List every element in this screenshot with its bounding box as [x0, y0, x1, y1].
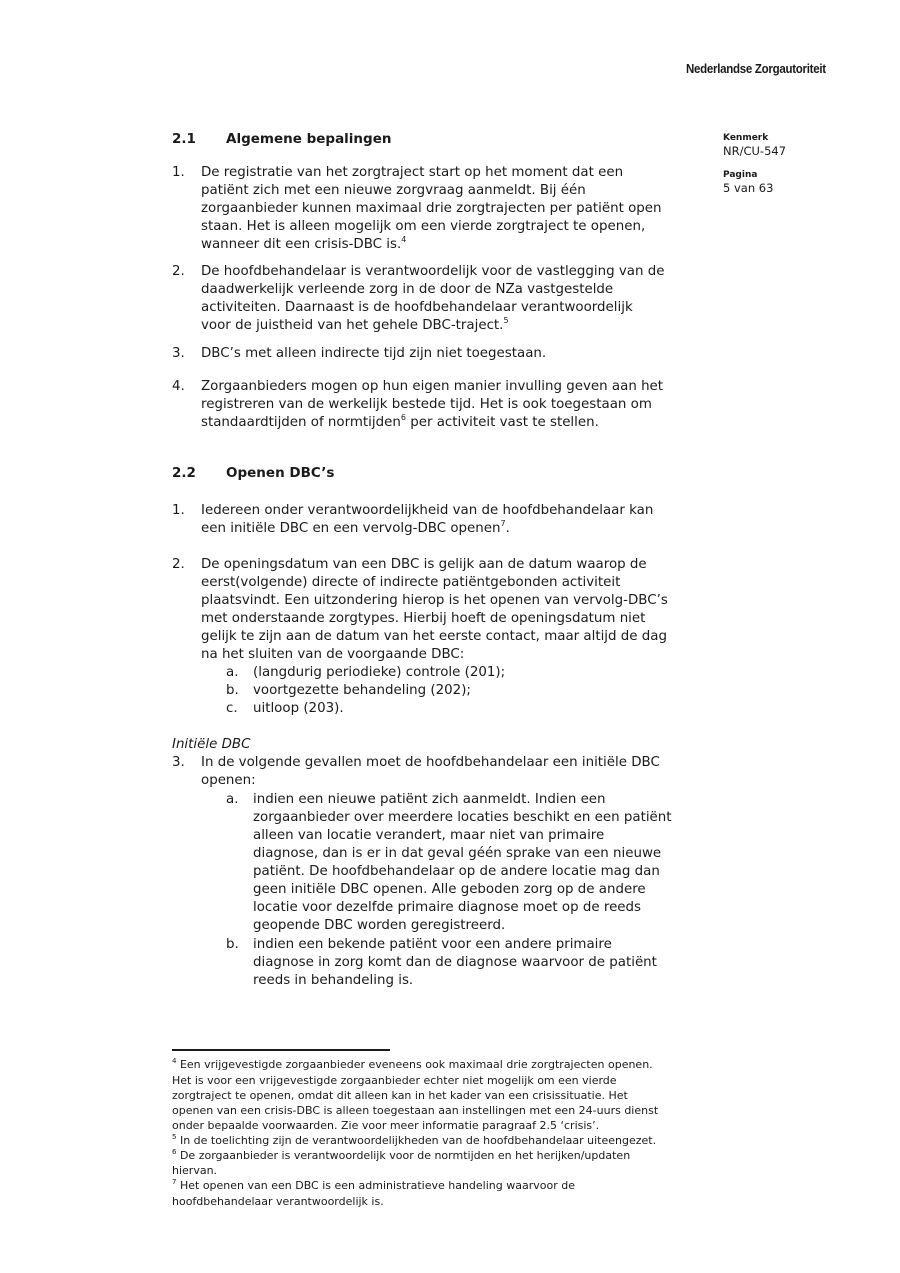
item-line: De registratie van het zorgtraject start op het moment dat een — [201, 165, 624, 180]
footnote-line: $^7$ Het openen van een DBC is een administratieve handeling waarvoor de — [172, 1178, 575, 1192]
subitem-line: indien een nieuwe patiënt zich aanmeldt. Indien een — [253, 792, 606, 807]
item-line: activiteiten. Daarnaast is de hoofdbehandelaar verantwoordelijk — [201, 300, 633, 315]
footnote-number: 4 — [172, 1057, 177, 1065]
item-line: De openingsdatum van een DBC is gelijk aan de datum waarop de — [201, 557, 647, 572]
subitem-text: (langdurig periodieke) controle (201); — [253, 665, 506, 680]
footnote-number: 6 — [172, 1148, 177, 1156]
footnote-line: $^4$ Een vrijgevestigde zorgaanbieder eveneens ook maximaal drie zorgtrajecten openen. — [172, 1057, 653, 1071]
item-number: 4. — [172, 379, 185, 394]
footnote-line: zorgtraject te openen, omdat dit alleen kan in het kader van een crisissituatie. Het — [172, 1089, 628, 1102]
subitem-text: uitloop (203). — [253, 701, 344, 716]
footnote-number: 7 — [172, 1178, 177, 1186]
item-line: een initiële DBC en een vervolg-DBC openen$^7$. — [201, 519, 510, 536]
subitem-line: indien een bekende patiënt voor een andere primaire — [253, 937, 612, 952]
item-line: plaatsvindt. Een uitzondering hierop is het openen van vervolg-DBC’s — [201, 593, 668, 608]
footnote-ref[interactable]: 5 — [503, 316, 509, 325]
footnote-ref[interactable]: 4 — [401, 235, 407, 244]
subitem-line: locatie voor dezelfde primaire diagnose moet op de reeds — [253, 900, 642, 915]
item-line: Iedereen onder verantwoordelijkheid van de hoofdbehandelaar kan — [201, 503, 654, 518]
subheading-initiele-dbc: Initiële DBC — [172, 737, 251, 752]
subitem-line: geen initiële DBC openen. Alle geboden zorg op de andere — [253, 882, 646, 897]
section-title: Openen DBC’s — [226, 465, 335, 481]
subitem-line: diagnose in zorg komt dan de diagnose waarvoor de patiënt — [253, 955, 657, 970]
item-line: registreren van de werkelijk bestede tijd. Het is ook toegestaan om — [201, 397, 652, 412]
subitem-letter: b. — [226, 937, 239, 952]
subitem-line: patiënt. De hoofdbehandelaar op de andere locatie mag dan — [253, 864, 660, 879]
item-number: 2. — [172, 557, 185, 572]
footnote-line: hiervan. — [172, 1164, 218, 1177]
pagina-value: 5 van 63 — [723, 181, 774, 195]
item-line: met onderstaande zorgtypes. Hierbij hoeft de openingsdatum niet — [201, 611, 646, 626]
kenmerk-value: NR/CU-547 — [723, 144, 787, 158]
item-line: eerst(volgende) directe of indirecte patiëntgebonden activiteit — [201, 575, 621, 590]
subitem-line: reeds in behandeling is. — [253, 973, 414, 988]
footnote-line: $^5$ In de toelichting zijn de verantwoordelijkheden van de hoofdbehandelaar uiteengezet. — [172, 1133, 657, 1147]
section-title: Algemene bepalingen — [226, 131, 392, 147]
item-line: De hoofdbehandelaar is verantwoordelijk voor de vastlegging van de — [201, 264, 665, 279]
item-number: 3. — [172, 755, 185, 770]
subitem-line: zorgaanbieder over meerdere locaties beschikt en een patiënt — [253, 810, 672, 825]
footnote-line: $^6$ De zorgaanbieder is verantwoordelijk voor de normtijden en het herijken/updaten — [172, 1148, 631, 1162]
item-number: 3. — [172, 346, 185, 361]
item-line: In de volgende gevallen moet de hoofdbehandelaar een initiële DBC — [201, 755, 660, 770]
item-line: zorgaanbieder kunnen maximaal drie zorgtrajecten per patiënt open — [201, 201, 662, 216]
item-line: daadwerkelijk verleende zorg in de door de NZa vastgestelde — [201, 282, 614, 297]
subitem-letter: b. — [226, 683, 239, 698]
item-number: 2. — [172, 264, 185, 279]
item-number: 1. — [172, 503, 185, 518]
subitem-line: alleen van locatie verandert, maar niet van primaire — [253, 828, 605, 843]
footnote-line: onder bepaalde voorwaarden. Zie voor meer informatie paragraaf 2.5 ‘crisis’. — [172, 1119, 600, 1132]
organization-name: Nederlandse Zorgautoriteit — [686, 62, 826, 76]
subitem-text: voortgezette behandeling (202); — [253, 683, 471, 698]
footnote-line: Het is voor een vrijgevestigde zorgaanbieder echter niet mogelijk om een vierde — [172, 1074, 617, 1087]
footnote-number: 5 — [172, 1133, 177, 1141]
footnote-line: hoofdbehandelaar verantwoordelijk is. — [172, 1195, 384, 1208]
subitem-letter: c. — [226, 701, 238, 716]
section-number: 2.1 — [172, 131, 196, 147]
kenmerk-label: Kenmerk — [723, 133, 769, 143]
item-line: na het sluiten van de voorgaande DBC: — [201, 647, 465, 662]
item-line: openen: — [201, 773, 256, 788]
item-line: DBC’s met alleen indirecte tijd zijn niet toegestaan. — [201, 346, 547, 361]
subitem-line: diagnose, dan is er in dat geval géén sprake van een nieuwe — [253, 846, 662, 861]
item-number: 1. — [172, 165, 185, 180]
item-line: Zorgaanbieders mogen op hun eigen manier invulling geven aan het — [201, 379, 664, 394]
footnote-line: openen van een crisis-DBC is alleen toegestaan aan instellingen met een 24-uurs dienst — [172, 1104, 659, 1117]
section-number: 2.2 — [172, 465, 196, 481]
subitem-letter: a. — [226, 792, 239, 807]
subitem-letter: a. — [226, 665, 239, 680]
item-line: standaardtijden of normtijden$^6$ per activiteit vast te stellen. — [201, 413, 599, 430]
subitem-line: geopende DBC worden geregistreerd. — [253, 918, 506, 933]
item-line: patiënt zich met een nieuwe zorgvraag aanmeldt. Bij één — [201, 183, 586, 198]
footnote-ref[interactable]: 7 — [500, 519, 506, 528]
item-line: staan. Het is alleen mogelijk om een vierde zorgtraject te openen, — [201, 219, 646, 234]
pagina-label: Pagina — [723, 170, 758, 180]
item-line: gelijk te zijn aan de datum van het eerste contact, maar altijd de dag — [201, 629, 667, 644]
item-line: wanneer dit een crisis-DBC is.$^4$ — [201, 235, 407, 252]
footnote-separator — [172, 1049, 390, 1051]
footnote-ref[interactable]: 6 — [400, 413, 406, 422]
item-line: voor de juistheid van het gehele DBC-traject.$^5$ — [201, 316, 509, 333]
